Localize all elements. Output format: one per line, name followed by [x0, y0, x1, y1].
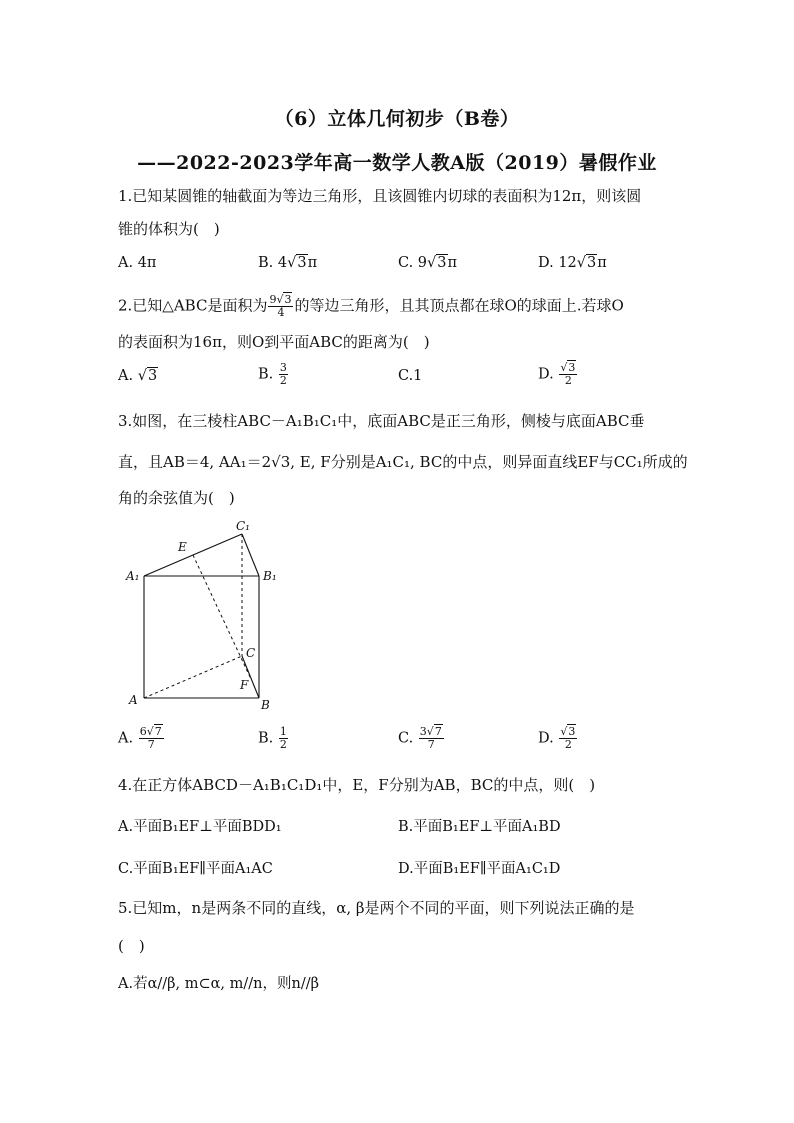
- q5-stem-line1: 5.已知m，n是两条不同的直线，α, β是两个不同的平面，则下列说法正确的是: [118, 899, 635, 917]
- label-a1: A₁: [126, 569, 140, 583]
- q3-option-b: B. $\frac{1}{2}$: [258, 725, 287, 751]
- q3-option-d: D. $\frac{√3}{2}$: [538, 725, 576, 751]
- q1-stem-line2: 锥的体积为( ): [118, 220, 220, 238]
- q2-stem-line1: 2.已知△ABC是面积为 $\frac{9√3}{4}$ 的等边三角形，且其顶点都在球O的球面上.若球O: [118, 293, 624, 319]
- document-subtitle: ——2022-2023学年高一数学人教A版（2019）暑假作业: [137, 152, 657, 174]
- document-title: （6）立体几何初步（B卷）: [274, 108, 520, 130]
- q5-stem-line2: ( ): [118, 937, 145, 955]
- q2-option-d: D. $\frac{√3}{2}$: [538, 361, 576, 387]
- label-c: C: [246, 646, 256, 660]
- q2-area-fraction: $\frac{9√3}{4}$: [269, 293, 292, 319]
- q1-option-c: C. 9√3π: [398, 255, 458, 271]
- edge-c1-b1: [242, 534, 259, 576]
- q2-option-c: C.1: [398, 368, 423, 384]
- q2-stem-line2: 的表面积为16π，则O到平面ABC的距离为( ): [118, 333, 430, 351]
- q5-option-a: A.若α//β, m⊂α, m//n，则n//β: [118, 976, 320, 992]
- q3-option-a: A. $\frac{6√7}{7}$: [118, 725, 162, 751]
- q1-option-d: D. 12√3π: [538, 255, 607, 271]
- q4-option-b: B.平面B₁EF⊥平面A₁BD: [398, 819, 561, 835]
- label-f: F: [240, 678, 249, 692]
- q4-option-d: D.平面B₁EF∥平面A₁C₁D: [398, 861, 561, 877]
- label-b: B: [261, 698, 270, 712]
- label-a: A: [129, 693, 138, 707]
- label-b1: B₁: [263, 569, 277, 583]
- label-e: E: [178, 540, 187, 554]
- q1-option-a: A. 4π: [118, 255, 157, 271]
- q2-option-b: B. $\frac{3}{2}$: [258, 361, 287, 387]
- edge-a-c-hidden: [144, 656, 242, 698]
- q4-stem-line1: 4.在正方体ABCD－A₁B₁C₁D₁中，E，F分别为AB，BC的中点，则( ): [118, 776, 596, 794]
- segment-e-f-hidden: [193, 555, 250, 677]
- q2-option-a: A. √3: [118, 368, 158, 384]
- q3-option-c: C. $\frac{3√7}{7}$: [398, 725, 442, 751]
- q4-option-a: A.平面B₁EF⊥平面BDD₁: [118, 819, 282, 835]
- q3-stem-line2: 直，且AB＝4, AA₁＝2√3, E, F分别是A₁C₁, BC的中点，则异面直线EF与CC₁所成的: [118, 453, 688, 471]
- q3-stem-line1: 3.如图，在三棱柱ABC－A₁B₁C₁中，底面ABC是正三角形，侧棱与底面ABC垂: [118, 412, 645, 430]
- q1-stem-line1: 1.已知某圆锥的轴截面为等边三角形，且该圆锥内切球的表面积为12π，则该圆: [118, 187, 642, 205]
- label-c1: C₁: [236, 519, 250, 533]
- q1-option-b: B. 4√3π: [258, 255, 318, 271]
- prism-figure: [118, 514, 278, 714]
- q4-option-c: C.平面B₁EF∥平面A₁AC: [118, 861, 273, 877]
- q3-stem-line3: 角的余弦值为( ): [118, 489, 235, 507]
